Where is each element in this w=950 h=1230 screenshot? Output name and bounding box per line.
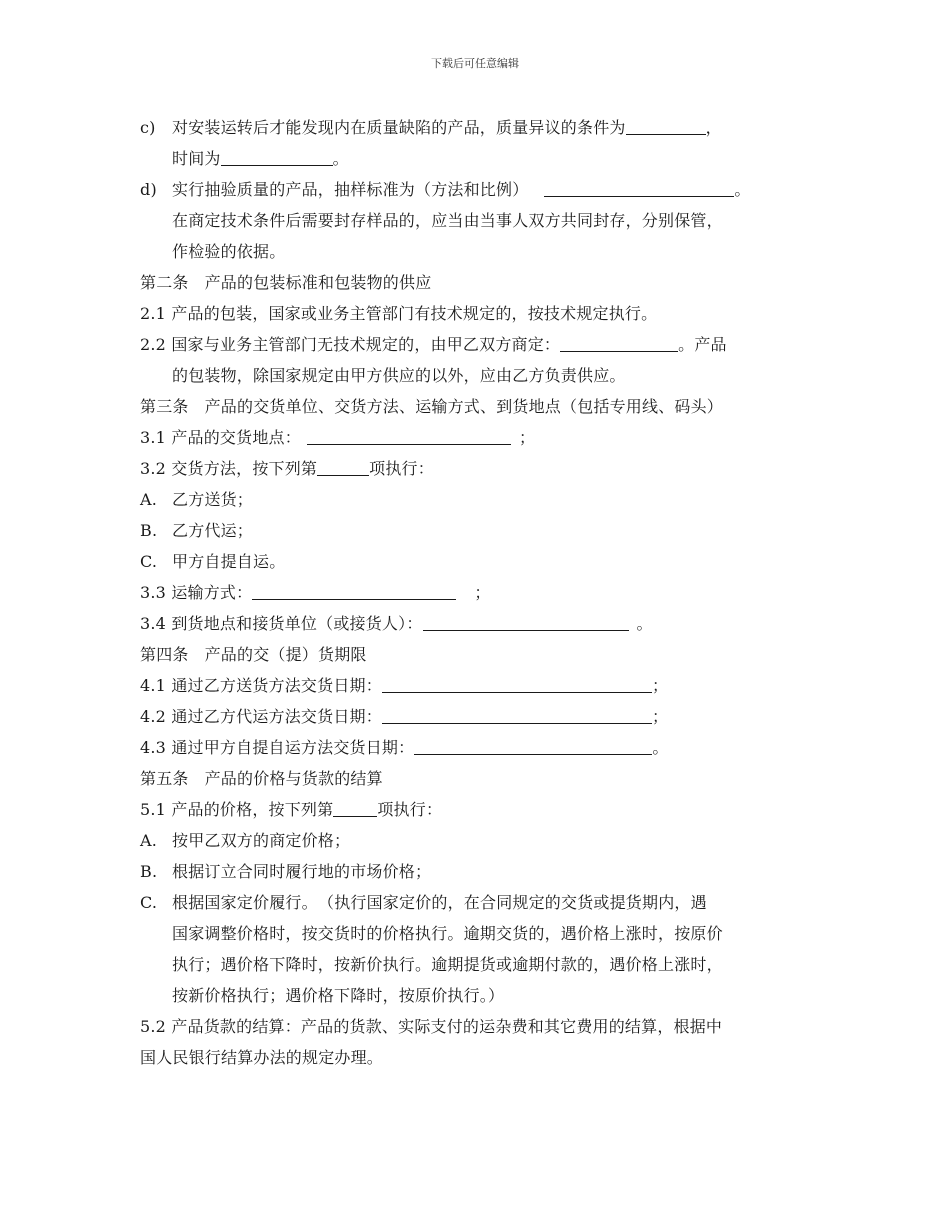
delivery-location-blank[interactable]: [307, 426, 511, 445]
article-4-p3: [140, 732, 812, 763]
price-option-c-line1: [140, 887, 812, 918]
article-4-p1: [140, 670, 812, 701]
clause-c-line1: [140, 112, 812, 143]
delivery-date-blank[interactable]: [382, 674, 652, 693]
option-text: 乙方代运；: [172, 521, 254, 540]
punct: 。: [734, 180, 751, 199]
clause-d-line1: [140, 174, 812, 205]
punct: ；: [651, 676, 669, 695]
packaging-agreement-blank[interactable]: [560, 333, 678, 352]
option-text: 按甲乙双方的商定价格；: [172, 831, 351, 850]
clause-d-line3: 作检验的依据。: [172, 242, 286, 261]
price-method-choice-blank[interactable]: [333, 798, 377, 817]
punct: 。: [652, 738, 669, 757]
article-number: 第二条: [140, 273, 189, 292]
delivery-method-label: 3.2 交货方法，按下列第: [140, 459, 318, 478]
option-label: A.: [140, 831, 158, 850]
punct: ；: [651, 707, 669, 726]
price-option-c-line3: 执行；遇价格下降时，按新价执行。逾期提货或逾期付款的，遇价格上涨时，: [172, 955, 723, 974]
clause-c-line2: [140, 143, 812, 174]
article-2-p1: 2.1 产品的包装，国家或业务主管部门有技术规定的，按技术规定执行。: [140, 304, 658, 323]
article-title: 产品的包装标准和包装物的供应: [204, 273, 432, 292]
clause-d-line2: 在商定技术条件后需要封存样品的，应当由当事人双方共同封存，分别保管，: [172, 211, 723, 230]
clause-c-label: c): [140, 118, 156, 137]
option-label: B.: [140, 521, 158, 540]
article-title: 产品的交（提）货期限: [204, 645, 367, 664]
article-3-p3: [140, 577, 812, 608]
sampling-standard-blank[interactable]: [544, 178, 734, 197]
punct: 。: [636, 614, 653, 633]
article-2-p2-end: 。产品: [678, 335, 727, 354]
article-number: 第四条: [140, 645, 189, 664]
delivery-option-c: [140, 546, 812, 577]
article-2-p2-line2: 的包装物，除国家规定由甲方供应的以外，应由乙方负责供应。: [172, 366, 626, 385]
delivery-option-b: [140, 515, 812, 546]
arrival-location-label: 3.4 到货地点和接货单位（或接货人）：: [140, 614, 423, 633]
article-4-heading: [140, 639, 812, 670]
consign-date-blank[interactable]: [382, 705, 652, 724]
option-label: B.: [140, 862, 158, 881]
option-label: A.: [140, 490, 158, 509]
article-3-heading: [140, 391, 812, 422]
option-text: 乙方送货；: [172, 490, 254, 509]
delivery-option-a: [140, 484, 812, 515]
article-number: 第三条: [140, 397, 189, 416]
clause-c-time-text: 时间为: [172, 149, 221, 168]
option-text: 甲方自提自运。: [172, 552, 286, 571]
contract-body: [140, 112, 812, 1073]
punct: 。: [332, 149, 349, 168]
pickup-date-label: 4.3 通过甲方自提自运方法交货日期：: [140, 738, 415, 757]
option-label: C.: [140, 552, 158, 571]
arrival-location-blank[interactable]: [423, 612, 629, 631]
quality-objection-condition-blank[interactable]: [626, 116, 706, 135]
pickup-date-blank[interactable]: [414, 736, 652, 755]
punct: ，: [705, 118, 722, 137]
delivery-method-choice-blank[interactable]: [317, 457, 369, 476]
page-header-note: 下载后可任意编辑: [431, 57, 519, 70]
delivery-location-label: 3.1 产品的交货地点：: [140, 428, 301, 447]
option-text: 根据国家定价履行。 （执行国家定价的，在合同规定的交货或提货期内，遇: [172, 893, 707, 912]
article-3-p1: [140, 422, 812, 453]
article-2-heading: [140, 267, 812, 298]
price-option-c-line4: 按新价格执行；遇价格下降时，按原价执行。）: [172, 986, 505, 1005]
article-title: 产品的价格与货款的结算: [204, 769, 383, 788]
article-5-p1: [140, 794, 812, 825]
clause-d-label: d): [140, 180, 157, 199]
article-number: 第五条: [140, 769, 189, 788]
transport-mode-blank[interactable]: [252, 581, 456, 600]
article-3-p4: [140, 608, 812, 639]
price-option-c-line2: 国家调整价格时，按交货时的价格执行。逾期交货的，遇价格上涨时，按原价: [172, 924, 723, 943]
option-label: C.: [140, 893, 158, 912]
transport-mode-label: 3.3 运输方式：: [140, 583, 253, 602]
price-option-a: [140, 825, 812, 856]
article-3-p2: [140, 453, 812, 484]
delivery-method-end: 项执行：: [369, 459, 434, 478]
article-5-p2-line1: 5.2 产品货款的结算：产品的货款、实际支付的运杂费和其它费用的结算，根据中: [140, 1017, 723, 1036]
punct: ；: [474, 583, 491, 602]
quality-objection-time-blank[interactable]: [221, 147, 333, 166]
clause-c-text: 对安装运转后才能发现内在质量缺陷的产品，质量异议的条件为: [172, 118, 626, 137]
article-5-heading: [140, 763, 812, 794]
price-option-b: [140, 856, 812, 887]
consign-date-label: 4.2 通过乙方代运方法交货日期：: [140, 707, 382, 726]
article-5-p2-line2: 国人民银行结算办法的规定办理。: [140, 1048, 384, 1067]
delivery-date-label: 4.1 通过乙方送货方法交货日期：: [140, 676, 382, 695]
article-4-p2: [140, 701, 812, 732]
article-title: 产品的交货单位、交货方法、运输方式、到货地点（包括专用线、码头）: [204, 397, 724, 416]
clause-d-text: 实行抽验质量的产品，抽样标准为（方法和比例）: [172, 180, 529, 199]
punct: ；: [518, 428, 536, 447]
price-method-label: 5.1 产品的价格，按下列第: [140, 800, 334, 819]
article-2-p2-line1: [140, 329, 812, 360]
article-2-p2-text: 2.2 国家与业务主管部门无技术规定的，由甲乙双方商定：: [140, 335, 561, 354]
option-text: 根据订立合同时履行地的市场价格；: [172, 862, 432, 881]
price-method-end: 项执行：: [377, 800, 443, 819]
